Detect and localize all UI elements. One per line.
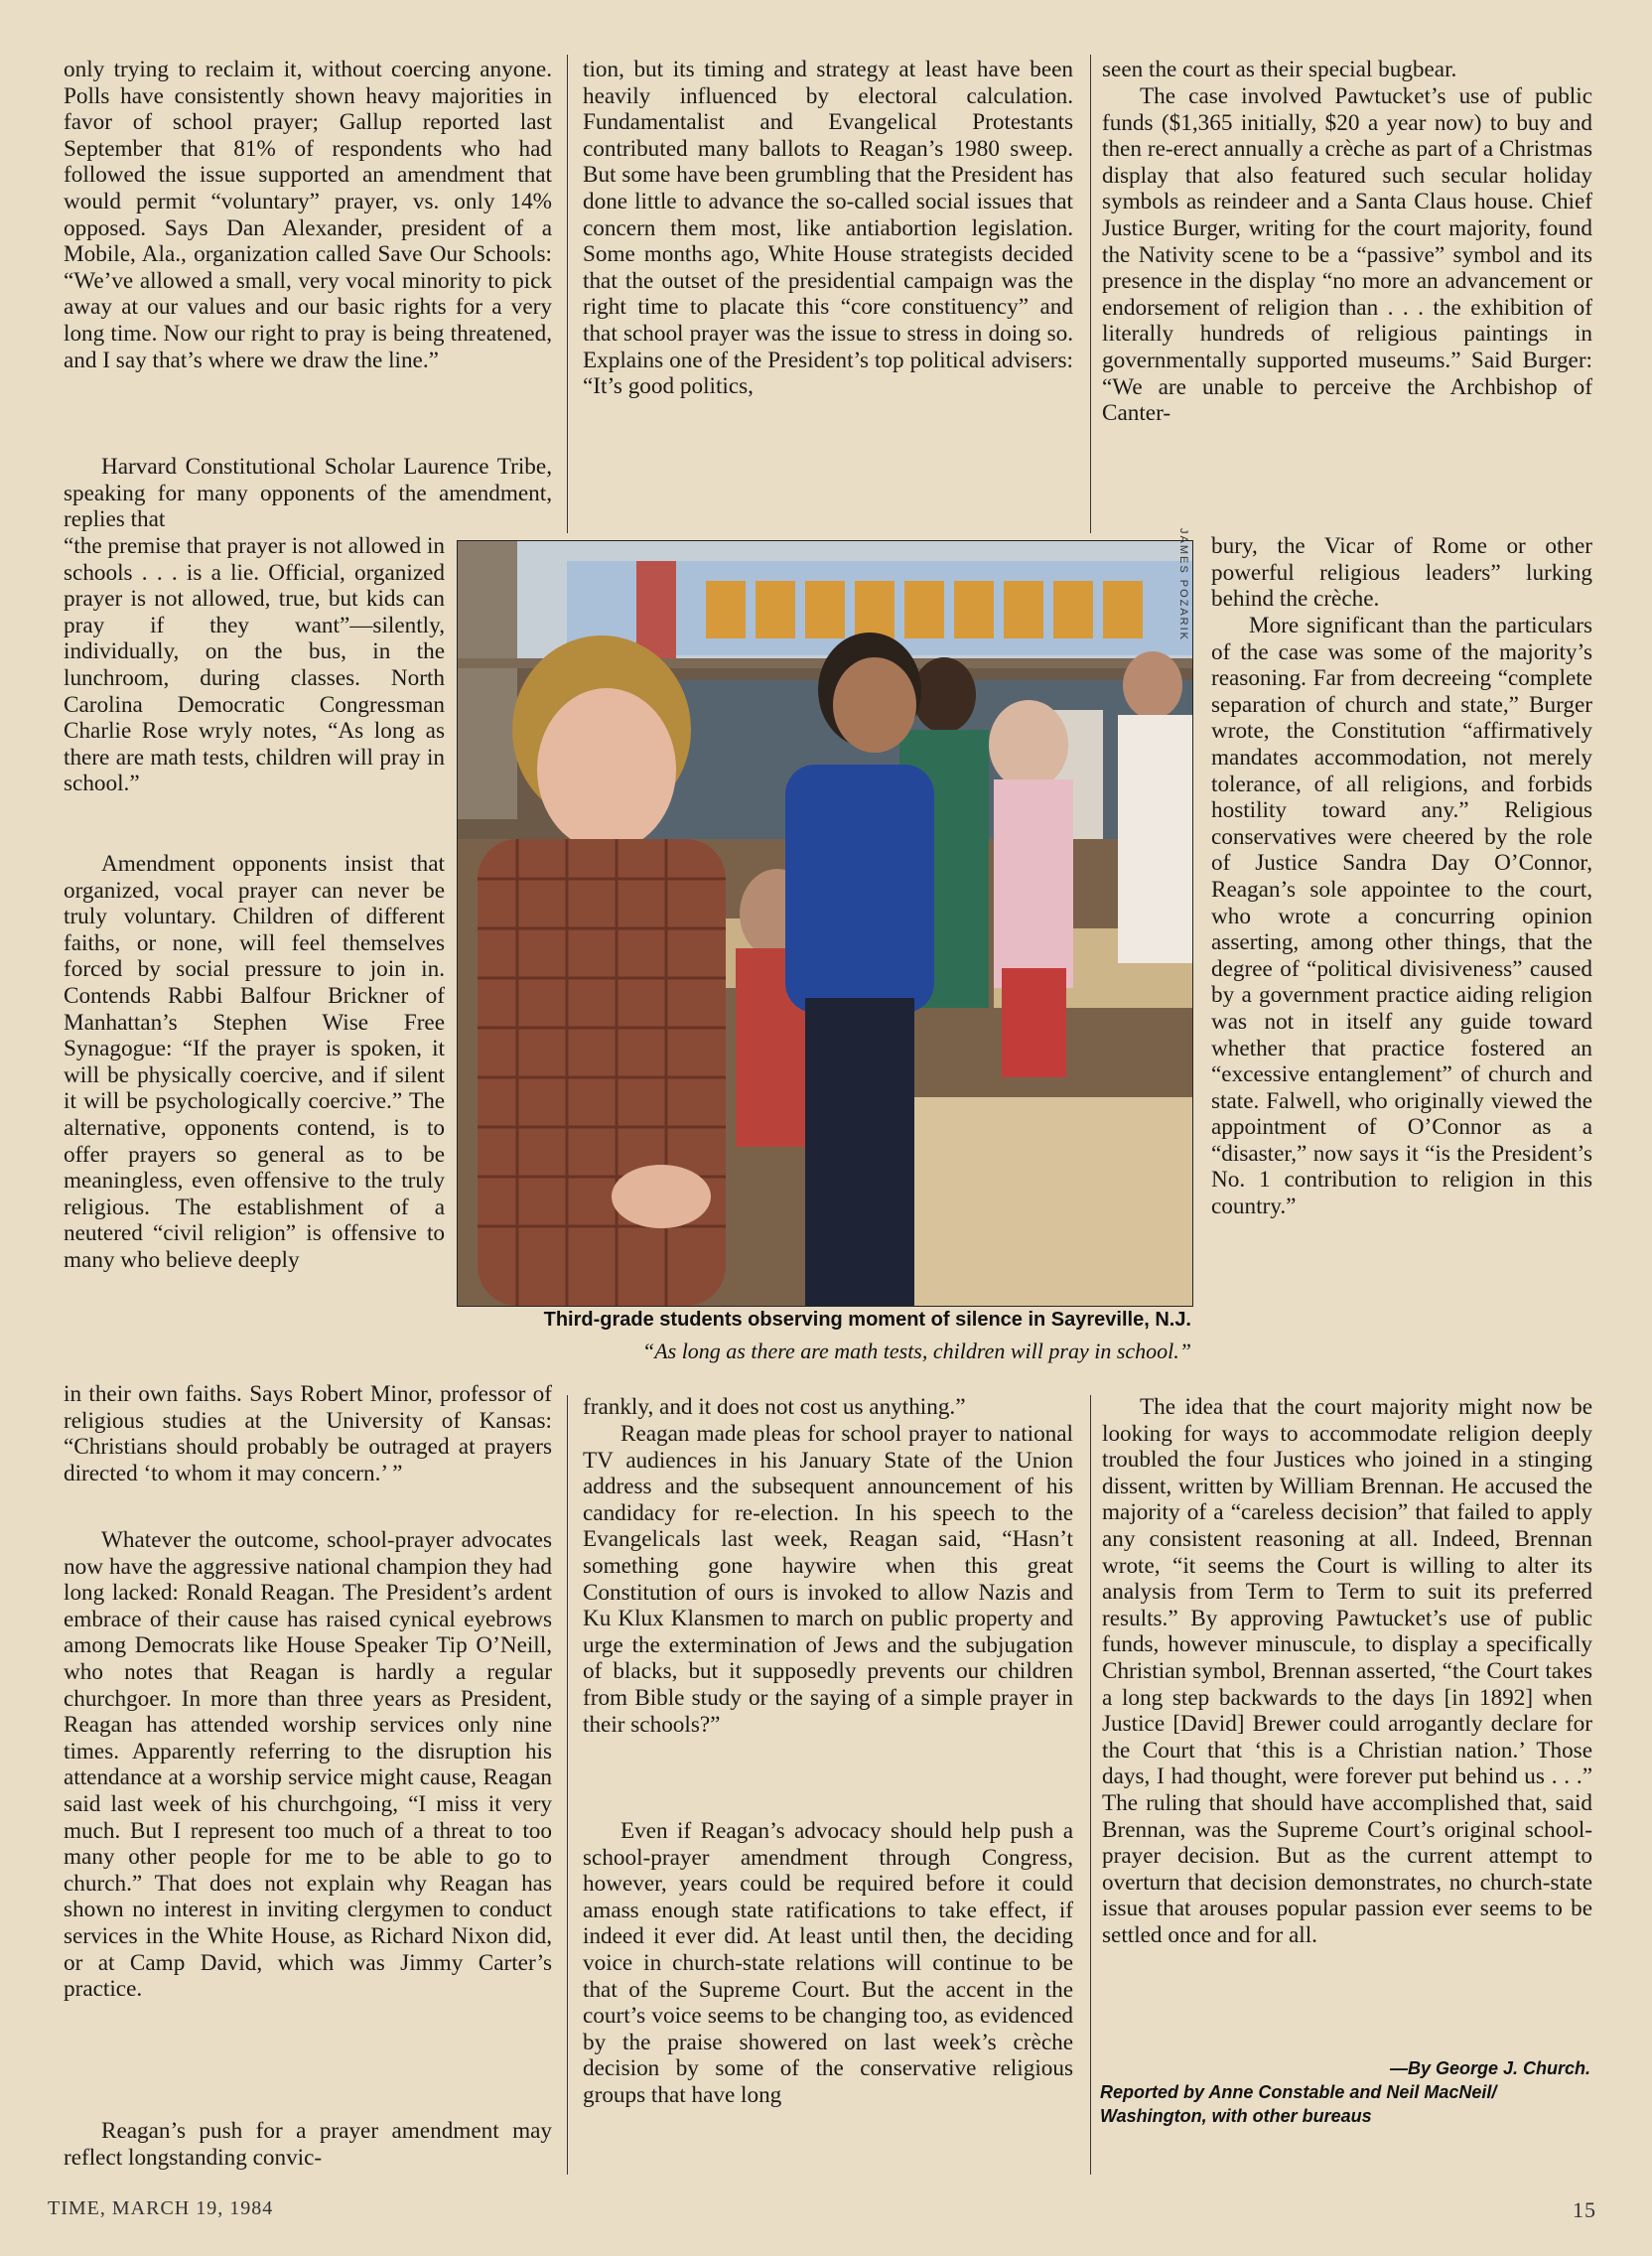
col1-paragraph-2a: Harvard Constitutional Scholar Laurence Tribe, speaking for many opponents of the amendment, replies that (64, 454, 552, 533)
column-rule-2-lower (1090, 1395, 1091, 2175)
byline-author: —By George J. Church. (1389, 2058, 1590, 2078)
column-rule-1-lower (567, 1395, 568, 2175)
page-number: 15 (1573, 2197, 1596, 2222)
col2-paragraph-1b: frankly, and it does not cost us anything.” (583, 1394, 966, 1420)
classroom-photo-image (458, 541, 1192, 1306)
classroom-photo (457, 540, 1193, 1307)
photo-credit: JAMES POZARIK (1177, 528, 1189, 642)
col1-paragraph-3b: in their own faiths. Says Robert Minor, professor of religious studies at the University of Kansas: “Christians should probably be outraged at prayers directed ‘to whom it may concern.’ ” (64, 1381, 552, 1486)
col3-paragraph-2: The case involved Pawtucket’s use of public funds ($1,365 initially, $20 a year now) to buy and then re-erect annually a crèche as part of a Christmas display that also featured such secular holiday symbols as reindeer and a Santa Claus house. Chief Justice Burger, writing for the court majority, found the Nativity scene to be a “passive” symbol and its presence in the display “no more an advancement or endorsement of religion than . . . the exhibition of literally hundreds of religious paintings in governmentally supported museums.” Said Burger: “We are unable to perceive the Archbishop of Canter- (1102, 83, 1592, 427)
byline (1100, 2056, 1590, 2128)
col2-paragraph-3: Even if Reagan’s advocacy should help push a school-prayer amendment through Congress, however, years could be required before it could amass enough state ratifications to take effect, if indeed it ever did. At least until then, the deciding voice in church-state relations will continue to be that of the Supreme Court. But the accent in the court’s voice seems to be changing too, as evidenced by the praise showered on last week’s crèche decision by some of the conservative religious groups that have long (583, 1818, 1073, 2108)
col1-paragraph-3: Amendment opponents insist that organized, vocal prayer can never be truly voluntary. Children of different faiths, or none, will feel themselves forced by social pressure to join in. Contends Rabbi Balfour Brickner of Manhattan’s Stephen Wise Free Synagogue: “If the prayer is spoken, it will be physically coercive, and if silent it will be psychologically coercive.” The alternative, opponents contend, is to offer prayers so general as to be meaningless, even offensive to the truly religious. The establishment of a neutered “civil religion” is offensive to many who believe deeply (64, 851, 445, 1273)
column-rule-1 (567, 55, 568, 533)
col3-paragraph-2b: bury, the Vicar of Rome or other powerful religious leaders” lurking behind the crèche. (1211, 533, 1592, 613)
col1-paragraph-1: only trying to reclaim it, without coercing anyone. Polls have consistently shown heavy majorities in favor of school prayer; Gallup reported last September that 81% of respondents who had followed the issue supported an amendment that would permit “voluntary” prayer, vs. only 14% opposed. Says Dan Alexander, president of a Mobile, Ala., organization called Save Our Schools: “We’ve allowed a small, very vocal minority to pick away at our values and our basic rights for a very long time. Now our right to pray is being threatened, and I say that’s where we draw the line.” (64, 57, 552, 373)
col2-paragraph-2: Reagan made pleas for school prayer to national TV audiences in his January State of the Union address and the subsequent announcement of his candidacy for re-election. In his speech to the Evangelicals last week, Reagan said, “Hasn’t something gone haywire when this great Constitution of ours is invoked to allow Nazis and Ku Klux Klansmen to march on public property and urge the extermination of Jews and the subjugation of blacks, but it supposedly prevents our children from Bible study or the saying of a simple prayer in their schools?” (583, 1421, 1073, 1738)
col1-paragraph-4: Whatever the outcome, school-prayer advocates now have the aggressive national champion they had long lacked: Ronald Reagan. The President’s ardent embrace of their cause has raised cynical eyebrows among Democrats like House Speaker Tip O’Neill, who notes that Reagan is hardly a regular churchgoer. In more than three years as President, Reagan has attended worship services only nine times. Apparently referring to the disruption his attendance at a worship service might cause, Reagan said last week of his churchgoing, “I miss it very much. But I represent too much of a threat to too many other people for me to be able to go to church.” That does not explain why Reagan has shown no interest in inviting clergymen to conduct services in the White House, as Richard Nixon did, or at Camp David, which was Jimmy Carter’s practice. (64, 1527, 552, 2003)
photo-caption: Third-grade students observing moment of silence in Sayreville, N.J. (543, 1309, 1191, 1331)
byline-reporters: Reported by Anne Constable and Neil MacNeil/ Washington, with other bureaus (1100, 2082, 1497, 2126)
pull-quote: “As long as there are math tests, children will pray in school.” (641, 1339, 1191, 1363)
col3-paragraph-4: The idea that the court majority might now be looking for ways to accommodate religion deeply troubled the four Justices who joined in a stinging dissent, written by William Brennan. He accused the majority of a “careless decision” that failed to apply any consistent reasoning at all. Indeed, Brennan wrote, “it seems the Court is willing to alter its analysis from Term to Term to suit its preferred results.” By approving Pawtucket’s use of public funds, however minuscule, to display a specifically Christian symbol, Brennan asserted, “the Court takes a long step backwards to the days [in 1892] when Justice [David] Brewer could arrogantly declare for the Court that ‘this is a Christian nation.’ Those days, I had thought, were forever put behind us . . .” The ruling that should have accomplished that, said Brennan, was the Supreme Court’s original school-prayer decision. But as the current attempt to overturn that decision demonstrates, no church-state issue that arouses popular passion ever seems to be settled once and for all. (1102, 1394, 1592, 1948)
col1-paragraph-2b: “the premise that prayer is not allowed in schools . . . is a lie. Official, organized prayer is not allowed, true, but kids can pray if they want”—silently, individually, on the bus, in the lunchroom, during classes. North Carolina Democratic Congressman Charlie Rose wryly notes, “As long as there are math tests, children will pray in school.” (64, 533, 445, 797)
col1-paragraph-5: Reagan’s push for a prayer amendment may reflect longstanding convic- (64, 2118, 552, 2171)
footer-issue: TIME, MARCH 19, 1984 (48, 2197, 274, 2219)
col3-paragraph-1: seen the court as their special bugbear. (1102, 57, 1457, 82)
col3-paragraph-3: More significant than the particulars of the case was some of the majority’s reasoning. Far from decreeing “complete separation of church and state,” Burger wrote, the Constitution “affirmatively mandates accommodation, not merely tolerance, of all religions, and forbids hostility toward any.” Religious conservatives were cheered by the role of Justice Sandra Day O’Connor, Reagan’s sole appointee to the court, who wrote a concurring opinion asserting, among other things, that the degree of “political divisiveness” caused by a government practice aiding religion was not in itself any guide toward whether that practice fostered an “excessive entanglement” of church and state. Falwell, who originally viewed the appointment of O’Connor as a “disaster,” now says it “is the President’s No. 1 contribution to religion in this country.” (1211, 613, 1592, 1220)
col2-paragraph-1: tion, but its timing and strategy at least have been heavily influenced by electoral calculation. Fundamentalist and Evangelical Protestants contributed many ballots to Reagan’s 1980 sweep. But some have been grumbling that the President has done little to advance the so-called social issues that concern them most, like antiabortion legislation. Some months ago, White House strategists decided that the outset of the presidential campaign was the right time to placate this “core constituency” and that school prayer was the issue to stress in doing so. Explains one of the President’s top political advisers: “It’s good politics, (583, 57, 1073, 400)
column-rule-2 (1090, 55, 1091, 533)
